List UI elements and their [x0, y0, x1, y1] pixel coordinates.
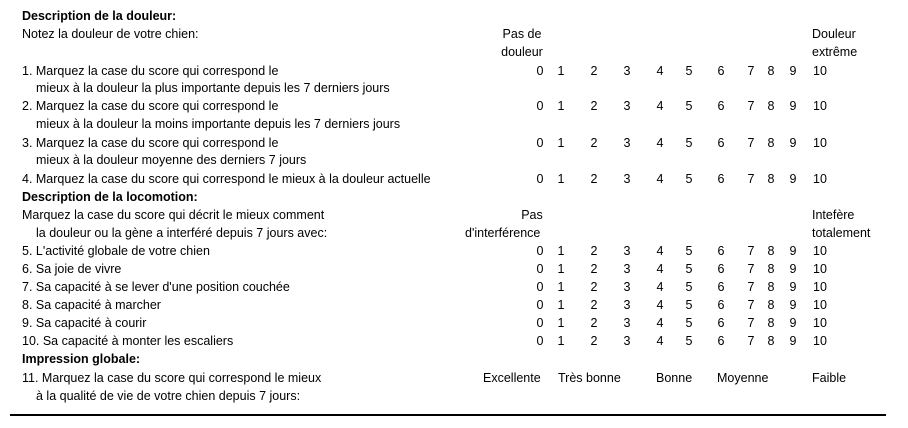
score-9-item-2[interactable]: 9	[789, 99, 797, 113]
score-8-item-8[interactable]: 8	[767, 298, 775, 312]
score-4-item-2[interactable]: 4	[656, 99, 664, 113]
score-8-item-5[interactable]: 8	[767, 244, 775, 258]
score-9-item-3[interactable]: 9	[789, 136, 797, 150]
score-4-item-7[interactable]: 4	[656, 280, 664, 294]
locomotion-right-anchor-2: totalement	[812, 226, 871, 240]
global-section-title: Impression globale:	[22, 352, 141, 366]
score-8-item-7[interactable]: 8	[767, 280, 775, 294]
score-2-item-1[interactable]: 2	[590, 64, 598, 78]
score-4-item-4[interactable]: 4	[656, 172, 664, 186]
locomotion-item-10: 10. Sa capacité à monter les escaliers	[22, 334, 234, 348]
score-2-item-3[interactable]: 2	[590, 136, 598, 150]
score-6-item-7[interactable]: 6	[717, 280, 725, 294]
score-10-item-7[interactable]: 10	[813, 280, 827, 294]
score-3-item-8[interactable]: 3	[623, 298, 631, 312]
score-6-item-5[interactable]: 6	[717, 244, 725, 258]
pain-right-anchor-2: extrême	[812, 45, 858, 59]
pain-section-title: Description de la douleur:	[22, 9, 177, 23]
global-option-moyenne: Moyenne	[717, 371, 769, 385]
score-0-item-10[interactable]: 0	[536, 334, 544, 348]
score-7-item-2[interactable]: 7	[747, 99, 755, 113]
score-1-item-3[interactable]: 1	[557, 136, 565, 150]
score-5-item-9[interactable]: 5	[685, 316, 693, 330]
pain-left-anchor-2: douleur	[501, 45, 543, 59]
score-7-item-4[interactable]: 7	[747, 172, 755, 186]
score-3-item-3[interactable]: 3	[623, 136, 631, 150]
global-option-tres-bonne: Très bonne	[558, 371, 621, 385]
score-8-item-4[interactable]: 8	[767, 172, 775, 186]
score-5-item-2[interactable]: 5	[685, 99, 693, 113]
score-8-item-10[interactable]: 8	[767, 334, 775, 348]
score-3-item-4[interactable]: 3	[623, 172, 631, 186]
score-3-item-6[interactable]: 3	[623, 262, 631, 276]
score-6-item-6[interactable]: 6	[717, 262, 725, 276]
score-7-item-8[interactable]: 7	[747, 298, 755, 312]
score-3-item-5[interactable]: 3	[623, 244, 631, 258]
score-9-item-4[interactable]: 9	[789, 172, 797, 186]
score-1-item-9[interactable]: 1	[557, 316, 565, 330]
score-8-item-2[interactable]: 8	[767, 99, 775, 113]
score-9-item-1[interactable]: 9	[789, 64, 797, 78]
global-option-faible: Faible	[812, 371, 847, 385]
score-6-item-2[interactable]: 6	[717, 99, 725, 113]
score-0-item-7[interactable]: 0	[536, 280, 544, 294]
pain-item-1-line-2: mieux à la douleur la plus importante depuis les 7 derniers jours	[36, 81, 390, 95]
score-0-item-5[interactable]: 0	[536, 244, 544, 258]
score-7-item-6[interactable]: 7	[747, 262, 755, 276]
score-4-item-8[interactable]: 4	[656, 298, 664, 312]
locomotion-item-6: 6. Sa joie de vivre	[22, 262, 122, 276]
score-1-item-2[interactable]: 1	[557, 99, 565, 113]
locomotion-item-8: 8. Sa capacité à marcher	[22, 298, 161, 312]
score-3-item-7[interactable]: 3	[623, 280, 631, 294]
score-10-item-5[interactable]: 10	[813, 244, 827, 258]
score-5-item-5[interactable]: 5	[685, 244, 693, 258]
score-7-item-5[interactable]: 7	[747, 244, 755, 258]
score-2-item-2[interactable]: 2	[590, 99, 598, 113]
score-6-item-3[interactable]: 6	[717, 136, 725, 150]
score-10-item-2[interactable]: 10	[813, 99, 827, 113]
score-4-item-6[interactable]: 4	[656, 262, 664, 276]
score-9-item-6[interactable]: 9	[789, 262, 797, 276]
score-10-item-1[interactable]: 10	[813, 64, 827, 78]
score-10-item-6[interactable]: 10	[813, 262, 827, 276]
score-6-item-9[interactable]: 6	[717, 316, 725, 330]
score-5-item-8[interactable]: 5	[685, 298, 693, 312]
score-6-item-10[interactable]: 6	[717, 334, 725, 348]
score-4-item-3[interactable]: 4	[656, 136, 664, 150]
score-10-item-9[interactable]: 10	[813, 316, 827, 330]
locomotion-left-anchor-1: Pas	[521, 208, 543, 222]
score-2-item-6[interactable]: 2	[590, 262, 598, 276]
score-0-item-9[interactable]: 0	[536, 316, 544, 330]
score-2-item-8[interactable]: 2	[590, 298, 598, 312]
bottom-divider	[10, 414, 886, 416]
score-9-item-7[interactable]: 9	[789, 280, 797, 294]
pain-right-anchor-1: Douleur	[812, 27, 856, 41]
score-3-item-1[interactable]: 3	[623, 64, 631, 78]
score-10-item-8[interactable]: 10	[813, 298, 827, 312]
locomotion-left-anchor-2: d'interférence	[465, 226, 541, 240]
score-0-item-8[interactable]: 0	[536, 298, 544, 312]
score-7-item-1[interactable]: 7	[747, 64, 755, 78]
score-8-item-3[interactable]: 8	[767, 136, 775, 150]
locomotion-right-anchor-1: Intefère	[812, 208, 855, 222]
score-9-item-10[interactable]: 9	[789, 334, 797, 348]
global-option-excellente: Excellente	[483, 371, 541, 385]
score-6-item-1[interactable]: 6	[717, 64, 725, 78]
pain-item-2-line-2: mieux à la douleur la moins importante depuis les 7 derniers jours	[36, 117, 401, 131]
score-10-item-3[interactable]: 10	[813, 136, 827, 150]
pain-item-3-line-2: mieux à la douleur moyenne des derniers 7 jours	[36, 153, 307, 167]
pain-item-4: 4. Marquez la case du score qui correspond le mieux à la douleur actuelle	[22, 172, 431, 186]
score-8-item-1[interactable]: 8	[767, 64, 775, 78]
global-item-11-line-1: 11. Marquez la case du score qui correspond le mieux	[22, 371, 322, 385]
score-4-item-5[interactable]: 4	[656, 244, 664, 258]
score-7-item-10[interactable]: 7	[747, 334, 755, 348]
score-1-item-8[interactable]: 1	[557, 298, 565, 312]
pain-left-anchor-1: Pas de	[502, 27, 542, 41]
score-1-item-7[interactable]: 1	[557, 280, 565, 294]
score-7-item-9[interactable]: 7	[747, 316, 755, 330]
score-2-item-7[interactable]: 2	[590, 280, 598, 294]
score-0-item-1[interactable]: 0	[536, 64, 544, 78]
score-9-item-8[interactable]: 9	[789, 298, 797, 312]
locomotion-section-title: Description de la locomotion:	[22, 190, 198, 204]
score-1-item-6[interactable]: 1	[557, 262, 565, 276]
score-0-item-4[interactable]: 0	[536, 172, 544, 186]
score-5-item-7[interactable]: 5	[685, 280, 693, 294]
score-6-item-4[interactable]: 6	[717, 172, 725, 186]
score-1-item-1[interactable]: 1	[557, 64, 565, 78]
score-7-item-7[interactable]: 7	[747, 280, 755, 294]
global-option-bonne: Bonne	[656, 371, 693, 385]
score-1-item-4[interactable]: 1	[557, 172, 565, 186]
score-5-item-10[interactable]: 5	[685, 334, 693, 348]
score-8-item-6[interactable]: 8	[767, 262, 775, 276]
score-3-item-10[interactable]: 3	[623, 334, 631, 348]
score-9-item-5[interactable]: 9	[789, 244, 797, 258]
score-4-item-10[interactable]: 4	[656, 334, 664, 348]
score-2-item-10[interactable]: 2	[590, 334, 598, 348]
score-2-item-9[interactable]: 2	[590, 316, 598, 330]
score-3-item-2[interactable]: 3	[623, 99, 631, 113]
locomotion-instruction-line-2: la douleur ou la gène a interféré depuis 7 jours avec:	[36, 226, 328, 240]
score-0-item-3[interactable]: 0	[536, 136, 544, 150]
locomotion-item-7: 7. Sa capacité à se lever d'une position couchée	[22, 280, 290, 294]
score-7-item-3[interactable]: 7	[747, 136, 755, 150]
score-5-item-3[interactable]: 5	[685, 136, 693, 150]
score-5-item-1[interactable]: 5	[685, 64, 693, 78]
score-0-item-6[interactable]: 0	[536, 262, 544, 276]
score-10-item-4[interactable]: 10	[813, 172, 827, 186]
score-5-item-6[interactable]: 5	[685, 262, 693, 276]
locomotion-item-5: 5. L'activité globale de votre chien	[22, 244, 210, 258]
pain-item-3-line-1: 3. Marquez la case du score qui correspond le	[22, 136, 279, 150]
score-6-item-8[interactable]: 6	[717, 298, 725, 312]
global-item-11-line-2: à la qualité de vie de votre chien depuis 7 jours:	[36, 389, 301, 403]
score-1-item-5[interactable]: 1	[557, 244, 565, 258]
score-3-item-9[interactable]: 3	[623, 316, 631, 330]
score-10-item-10[interactable]: 10	[813, 334, 827, 348]
score-2-item-5[interactable]: 2	[590, 244, 598, 258]
score-4-item-9[interactable]: 4	[656, 316, 664, 330]
score-1-item-10[interactable]: 1	[557, 334, 565, 348]
score-9-item-9[interactable]: 9	[789, 316, 797, 330]
pain-item-2-line-1: 2. Marquez la case du score qui correspond le	[22, 99, 279, 113]
score-0-item-2[interactable]: 0	[536, 99, 544, 113]
pain-instruction: Notez la douleur de votre chien:	[22, 27, 199, 41]
score-4-item-1[interactable]: 4	[656, 64, 664, 78]
score-5-item-4[interactable]: 5	[685, 172, 693, 186]
score-8-item-9[interactable]: 8	[767, 316, 775, 330]
locomotion-item-9: 9. Sa capacité à courir	[22, 316, 147, 330]
pain-item-1-line-1: 1. Marquez la case du score qui correspond le	[22, 64, 279, 78]
score-2-item-4[interactable]: 2	[590, 172, 598, 186]
locomotion-instruction-line-1: Marquez la case du score qui décrit le mieux comment	[22, 208, 325, 222]
